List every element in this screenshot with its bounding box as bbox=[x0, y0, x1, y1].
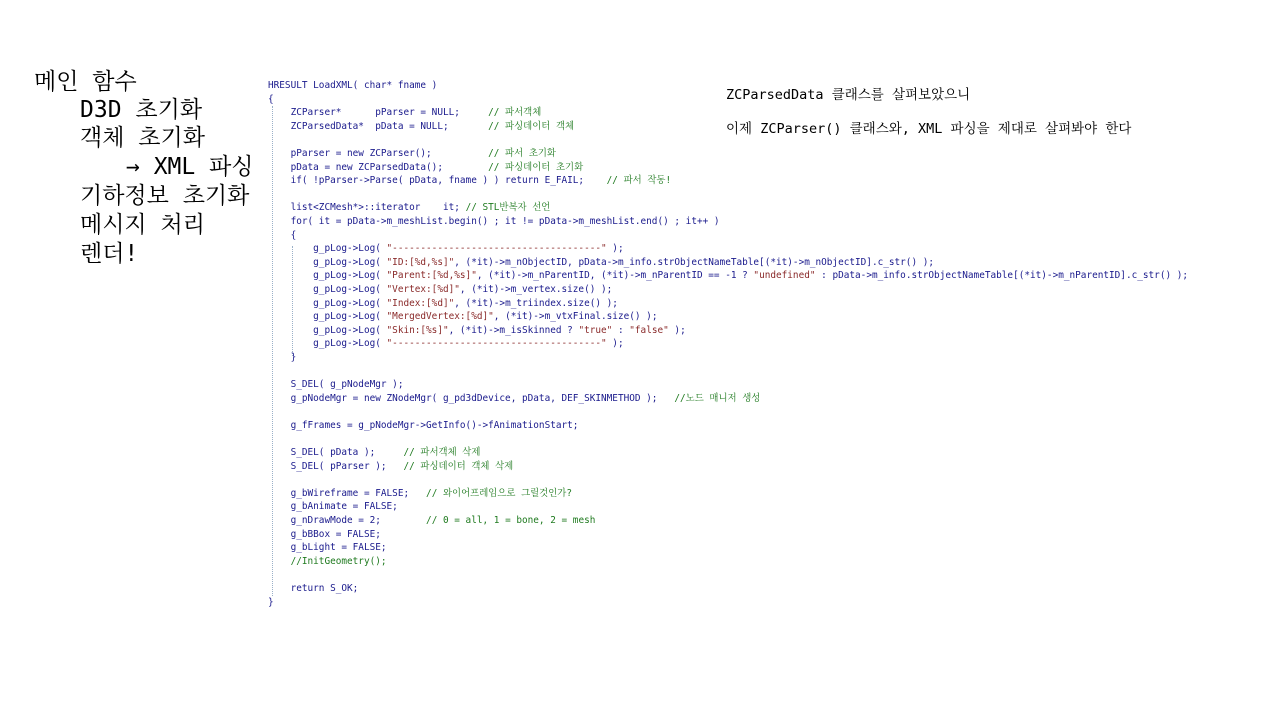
outline-item: 메인 함수 bbox=[34, 69, 137, 95]
code-line: } bbox=[268, 351, 297, 363]
code-line: ZCParsedData* pData = NULL; // 파싱데이터 객체 bbox=[268, 120, 575, 132]
code-line: g_bLight = FALSE; bbox=[268, 542, 387, 554]
outline-item: D3D 초기화 bbox=[80, 97, 203, 123]
code-line: g_pLog->Log( "Vertex:[%d]", (*it)->m_vertex.size() ); bbox=[268, 283, 613, 295]
code-line bbox=[268, 568, 1108, 582]
code-line: return S_OK; bbox=[268, 582, 359, 594]
code-line: { bbox=[268, 93, 274, 105]
code-line: g_pLog->Log( "ID:[%d,%s]", (*it)->m_nObjectID, pData->m_info.strObjectNameTable[(*it)->m_nObjectID].c_str() ); bbox=[268, 256, 935, 268]
code-line: if( !pParser->Parse( pData, fname ) ) return E_FAIL; // 파서 작동! bbox=[268, 175, 672, 187]
code-line: { bbox=[268, 229, 297, 241]
outline-item: 기하정보 초기화 bbox=[80, 183, 250, 209]
code-line: g_pLog->Log( "Skin:[%s]", (*it)->m_isSkinned ? "true" : "false" ); bbox=[268, 324, 686, 336]
code-line: S_DEL( pData ); // 파서객체 삭제 bbox=[268, 447, 481, 459]
code-line: g_pLog->Log( "-------------------------------------" ); bbox=[268, 243, 624, 255]
code-line: g_pNodeMgr = new ZNodeMgr( g_pd3dDevice, pData, DEF_SKINMETHOD ); //노드 매니저 생성 bbox=[268, 392, 761, 404]
code-line: HRESULT LoadXML( char* fname ) bbox=[268, 80, 438, 91]
code-line bbox=[268, 188, 1108, 202]
code-line: g_bAnimate = FALSE; bbox=[268, 501, 398, 513]
code-line: pData = new ZCParsedData(); // 파싱데이터 초기화 bbox=[268, 161, 584, 173]
code-line bbox=[268, 432, 1108, 446]
code-line: for( it = pData->m_meshList.begin() ; it != pData->m_meshList.end() ; it++ ) bbox=[268, 215, 720, 227]
code-line bbox=[268, 364, 1108, 378]
code-line bbox=[268, 405, 1108, 419]
code-line bbox=[268, 473, 1108, 487]
code-line: S_DEL( pParser ); // 파싱데이터 객체 삭제 bbox=[268, 460, 514, 472]
code-line: S_DEL( g_pNodeMgr ); bbox=[268, 379, 404, 391]
code-line: g_pLog->Log( "MergedVertex:[%d]", (*it)->m_vtxFinal.size() ); bbox=[268, 311, 658, 323]
code-line: //InitGeometry(); bbox=[290, 555, 387, 567]
code-line: g_bWireframe = FALSE; // 와이어프레임으로 그릴것인가? bbox=[268, 487, 573, 499]
outline-item: 메시지 처리 bbox=[80, 212, 205, 238]
outline-item: 객체 초기화 bbox=[80, 125, 205, 151]
code-line: g_pLog->Log( "Parent:[%d,%s]", (*it)->m_nParentID, (*it)->m_nParentID == -1 ? "undefined" : pData->m_info.strObjectNameTable[(*it)->m_nParentID].c_str() ); bbox=[268, 270, 1189, 282]
code-line: g_pLog->Log( "-------------------------------------" ); bbox=[268, 338, 624, 350]
code-block bbox=[268, 79, 1189, 609]
code-line: g_pLog->Log( "Index:[%d]", (*it)->m_triindex.size() ); bbox=[268, 297, 618, 309]
outline-item: 렌더! bbox=[80, 241, 139, 267]
code-line: list<ZCMesh*>::iterator it; // STL반복자 선언 bbox=[268, 202, 551, 214]
outline-item: → XML 파싱 bbox=[126, 154, 254, 180]
note-line: ZCParsedData 클래스를 살펴보았으니 bbox=[726, 87, 971, 103]
note-line: 이제 ZCParser() 클래스와, XML 파싱을 제대로 살펴봐야 한다 bbox=[726, 121, 1132, 137]
code-line: pParser = new ZCParser(); // 파서 초기화 bbox=[268, 147, 556, 159]
code-line: g_fFrames = g_pNodeMgr->GetInfo()->fAnimationStart; bbox=[268, 419, 579, 431]
code-line: g_nDrawMode = 2; // 0 = all, 1 = bone, 2 = mesh bbox=[268, 515, 596, 526]
code-line: } bbox=[268, 596, 274, 608]
code-line: ZCParser* pParser = NULL; // 파서객체 bbox=[268, 107, 542, 119]
code-line: g_bBBox = FALSE; bbox=[268, 528, 381, 540]
